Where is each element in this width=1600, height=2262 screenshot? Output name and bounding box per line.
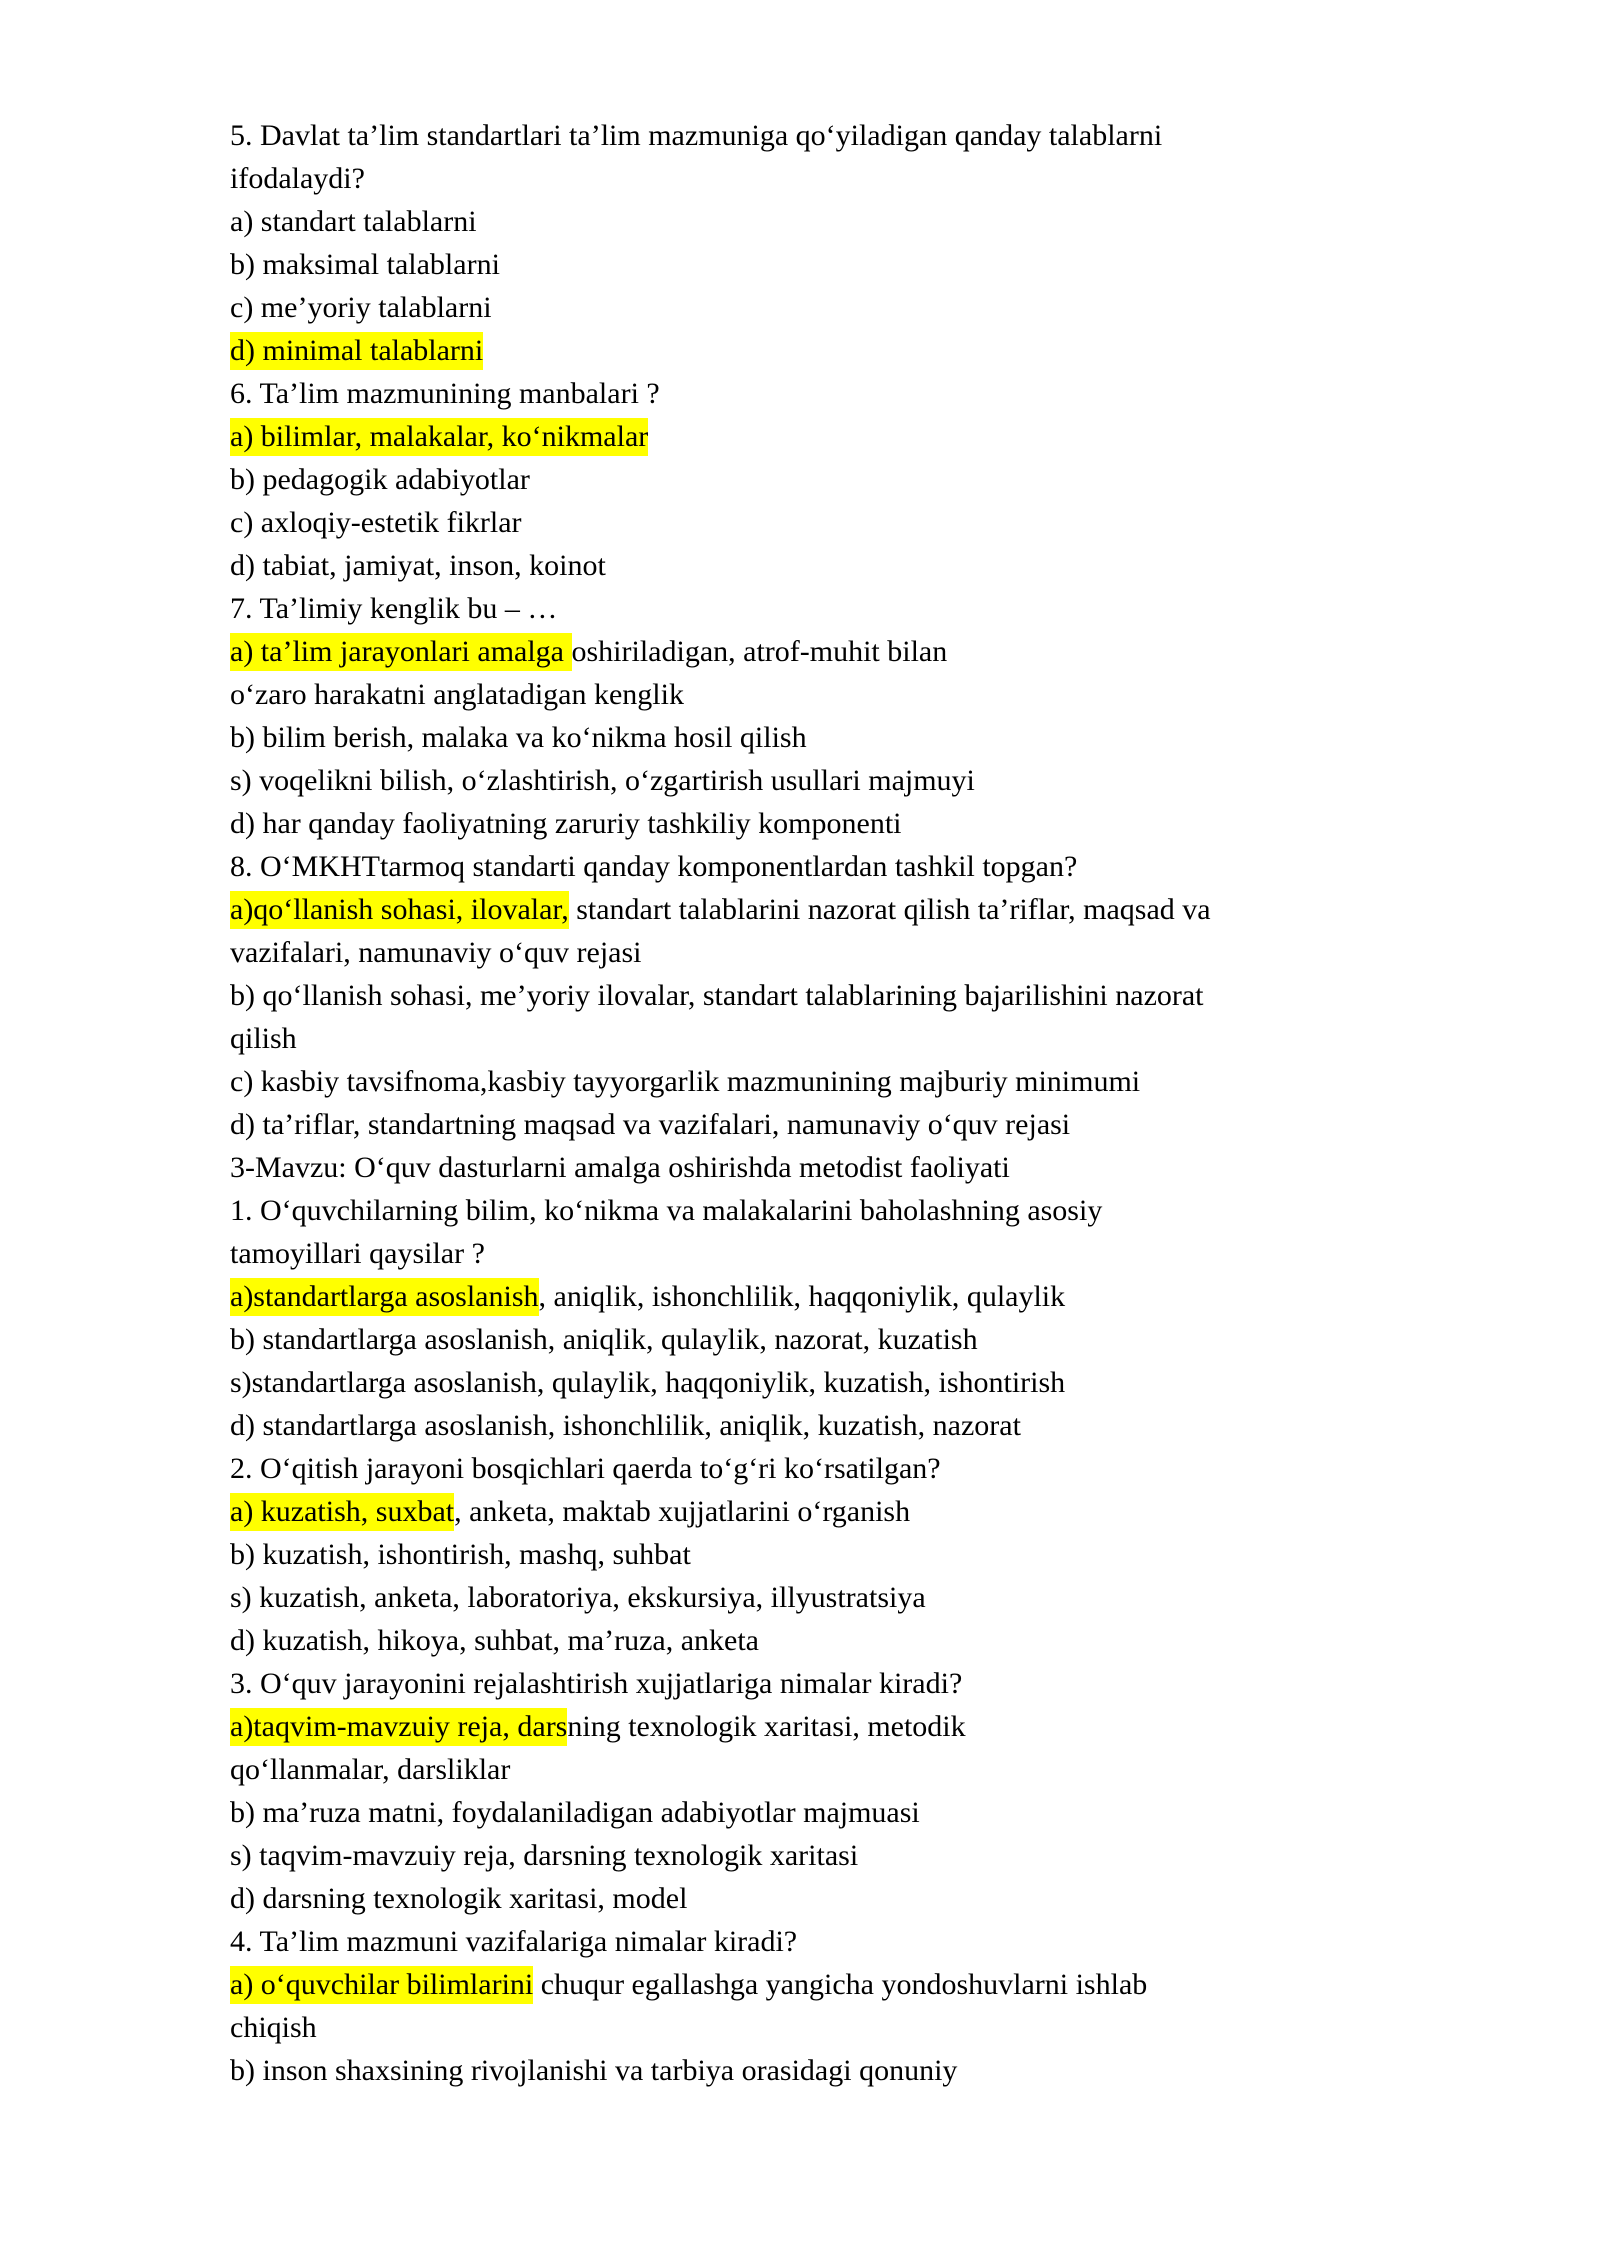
highlighted-answer-text: a) oʻquvchilar bilimlarini [230,1966,533,2004]
text-line [230,458,1510,501]
text-line [230,1705,1510,1748]
text-line [230,673,1510,716]
text-segment: b) ma’ruza matni, foydalaniladigan adabiyotlar majmuasi [230,1796,920,1829]
text-line [230,329,1510,372]
text-line [230,544,1510,587]
text-line [230,716,1510,759]
text-segment: d) darsning texnologik xaritasi, model [230,1882,688,1915]
text-segment: b) inson shaxsining rivojlanishi va tarbiya orasidagi qonuniy [230,2054,958,2087]
text-line [230,372,1510,415]
text-line [230,1060,1510,1103]
text-line [230,1361,1510,1404]
text-segment: 7. Ta’limiy kenglik bu – … [230,592,558,625]
text-segment: 3-Mavzu: Oʻquv dasturlarni amalga oshirishda metodist faoliyati [230,1151,1010,1184]
text-segment: c) me’yoriy talablarni [230,291,492,324]
text-segment: s)standartlarga asoslanish, qulaylik, haqqoniylik, kuzatish, ishontirish [230,1366,1066,1399]
text-segment: s) voqelikni bilish, oʻzlashtirish, oʻzgartirish usullari majmuyi [230,764,975,797]
text-line [230,931,1510,974]
text-segment: chiqish [230,2011,317,2044]
text-segment: , anketa, maktab xujjatlarini oʻrganish [454,1495,911,1528]
text-segment: c) kasbiy tavsifnoma,kasbiy tayyorgarlik mazmunining majburiy minimumi [230,1065,1141,1098]
text-segment: d) standartlarga asoslanish, ishonchlilik, aniqlik, kuzatish, nazorat [230,1409,1021,1442]
text-segment: 1. Oʻquvchilarning bilim, koʻnikma va malakalarini baholashning asosiy [230,1194,1103,1227]
text-segment: b) maksimal talablarni [230,248,500,281]
text-line [230,1834,1510,1877]
text-segment: 2. Oʻqitish jarayoni bosqichlari qaerda toʻgʻri koʻrsatilgan? [230,1452,941,1485]
quiz-text-block [230,114,1510,2092]
text-segment: ifodalaydi? [230,162,365,195]
text-segment: b) pedagogik adabiyotlar [230,463,530,496]
text-line [230,974,1510,1017]
text-line [230,415,1510,458]
text-line [230,1791,1510,1834]
highlighted-answer-text: a)taqvim-mavzuiy reja, dars [230,1708,567,1746]
text-line [230,888,1510,931]
text-line [230,2006,1510,2049]
text-line [230,501,1510,544]
text-segment: d) har qanday faoliyatning zaruriy tashkiliy komponenti [230,807,902,840]
text-line [230,1017,1510,1060]
highlighted-answer-text: a) ta’lim jarayonlari amalga [230,633,572,671]
text-line [230,1748,1510,1791]
text-line [230,114,1510,157]
text-segment: qoʻllanmalar, darsliklar [230,1753,511,1786]
text-segment: b) standartlarga asoslanish, aniqlik, qulaylik, nazorat, kuzatish [230,1323,978,1356]
text-segment: b) qoʻllanish sohasi, me’yoriy ilovalar, standart talablarining bajarilishini nazorat [230,979,1204,1012]
text-segment: d) kuzatish, hikoya, suhbat, ma’ruza, anketa [230,1624,759,1657]
highlighted-answer-text: a)standartlarga asoslanish [230,1278,539,1316]
text-line [230,1318,1510,1361]
text-line [230,1103,1510,1146]
text-segment: d) ta’riflar, standartning maqsad va vazifalari, namunaviy oʻquv rejasi [230,1108,1071,1141]
text-segment: 8. OʻMKHTtarmoq standarti qanday komponentlardan tashkil topgan? [230,850,1078,883]
text-segment: oshiriladigan, atrof-muhit bilan [571,635,948,668]
text-line [230,1490,1510,1533]
text-segment: c) axloqiy-estetik fikrlar [230,506,522,539]
text-segment: ning texnologik xaritasi, metodik [567,1710,966,1743]
text-line [230,630,1510,673]
text-segment: 5. Davlat ta’lim standartlari ta’lim mazmuniga qoʻyiladigan qanday talablarni [230,119,1163,152]
text-segment: 4. Ta’lim mazmuni vazifalariga nimalar kiradi? [230,1925,798,1958]
text-line [230,759,1510,802]
text-line [230,1146,1510,1189]
text-line [230,2049,1510,2092]
text-line [230,1404,1510,1447]
text-line [230,1877,1510,1920]
text-line [230,1619,1510,1662]
text-segment: vazifalari, namunaviy oʻquv rejasi [230,936,642,969]
text-line [230,1232,1510,1275]
text-line [230,845,1510,888]
text-segment: qilish [230,1022,297,1055]
text-line [230,1275,1510,1318]
text-segment: 6. Ta’lim mazmunining manbalari ? [230,377,660,410]
highlighted-answer-text: a)qoʻllanish sohasi, ilovalar, [230,891,569,929]
highlighted-answer-text: d) minimal talablarni [230,332,483,370]
text-line [230,1576,1510,1619]
text-line [230,1447,1510,1490]
text-line [230,286,1510,329]
text-line [230,1662,1510,1705]
text-line [230,1963,1510,2006]
text-line [230,1189,1510,1232]
text-line [230,587,1510,630]
text-line [230,1533,1510,1576]
text-segment: oʻzaro harakatni anglatadigan kenglik [230,678,684,711]
text-line [230,157,1510,200]
text-line [230,1920,1510,1963]
text-segment: a) standart talablarni [230,205,477,238]
text-segment: s) taqvim-mavzuiy reja, darsning texnologik xaritasi [230,1839,859,1872]
text-segment: standart talablarini nazorat qilish ta’riflar, maqsad va [568,893,1211,926]
text-line [230,802,1510,845]
text-segment: chuqur egallashga yangicha yondoshuvlarni ishlab [533,1968,1148,2001]
text-segment: tamoyillari qaysilar ? [230,1237,485,1270]
text-segment: 3. Oʻquv jarayonini rejalashtirish xujjatlariga nimalar kiradi? [230,1667,963,1700]
highlighted-answer-text: a) bilimlar, malakalar, koʻnikmalar [230,418,648,456]
text-segment: d) tabiat, jamiyat, inson, koinot [230,549,606,582]
text-line [230,200,1510,243]
text-segment: s) kuzatish, anketa, laboratoriya, ekskursiya, illyustratsiya [230,1581,926,1614]
text-segment: , aniqlik, ishonchlilik, haqqoniylik, qulaylik [538,1280,1066,1313]
text-line [230,243,1510,286]
highlighted-answer-text: a) kuzatish, suxbat [230,1493,454,1531]
text-segment: b) bilim berish, malaka va koʻnikma hosil qilish [230,721,807,754]
text-segment: b) kuzatish, ishontirish, mashq, suhbat [230,1538,691,1571]
